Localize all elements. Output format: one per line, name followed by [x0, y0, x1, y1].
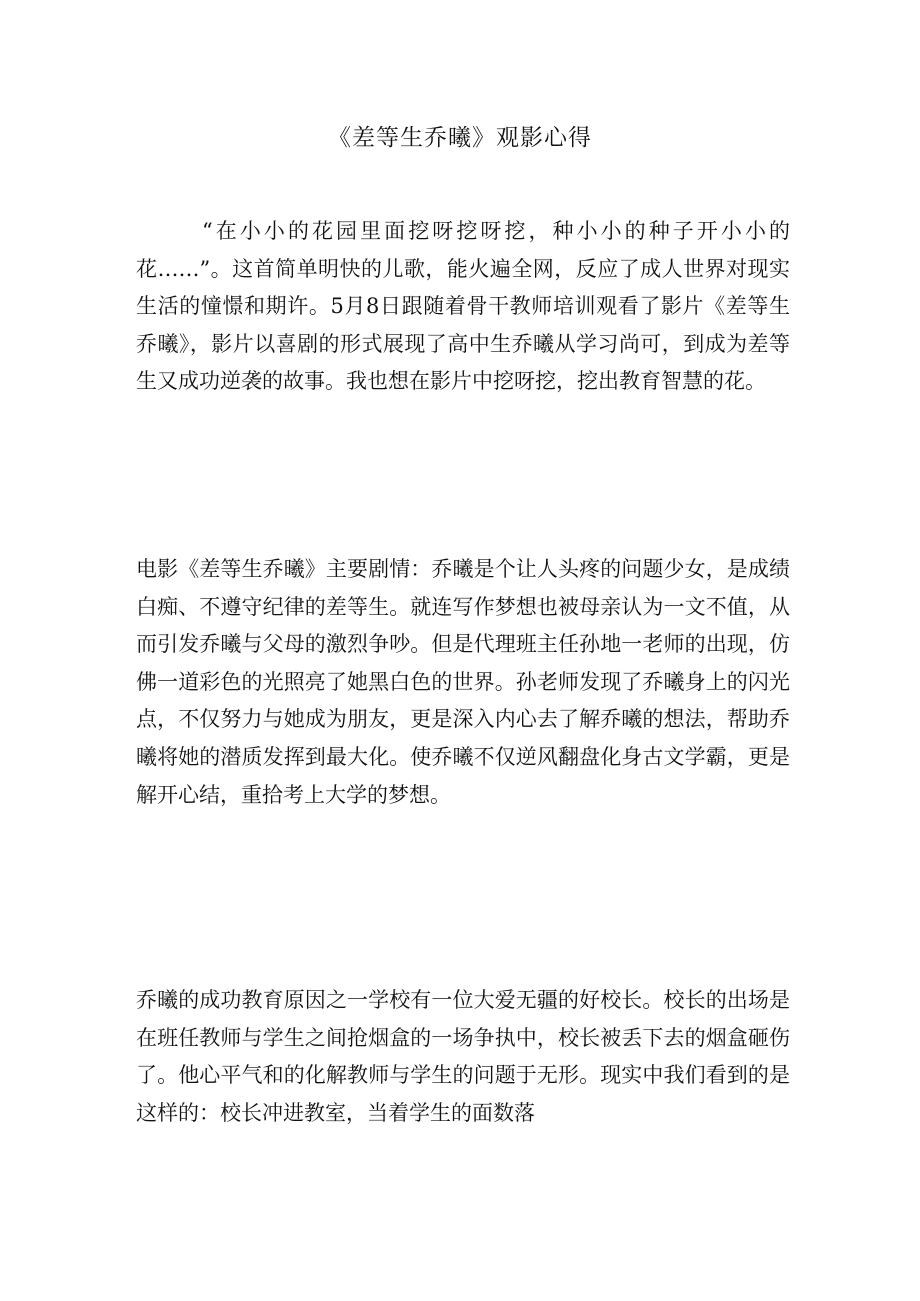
paragraph-plot: 电影《差等生乔曦》主要剧情：乔曦是个让人头疼的问题少女，是成绩白痴、不遵守纪律的差等生。就连写作梦想也被母亲认为一文不值，从而引发乔曦与父母的激烈争吵。但是代理班主任孙地一老师的出现，仿佛一道彩色的光照亮了她黑白色的世界。孙老师发现了乔曦身上的闪光点，不仅努力与她成为朋友，更是深入内心去了解乔曦的想法，帮助乔曦将她的潜质发挥到最大化。使乔曦不仅逆风翻盘化身古文学霸，更是解开心结，重拾考上大学的梦想。 [136, 557, 790, 807]
document-title: 《差等生乔曦》观影心得 [328, 125, 592, 151]
paragraph-principal: 乔曦的成功教育原因之一学校有一位大爱无疆的好校长。校长的出场是在班任教师与学生之间抢烟盒的一场争执中，校长被丢下去的烟盒砸伤了。他心平气和的化解教师与学生的问题于无形。现实中我们看到的是这样的：校长冲进教室，当着学生的面数落 [136, 988, 790, 1125]
paragraph-intro: “在小小的花园里面挖呀挖呀挖，种小小的种子开小小的花……”。这首简单明快的儿歌，能火遍全网，反应了成人世界对现实生活的憧憬和期许。5月8日跟随着骨干教师培训观看了影片《差等生乔曦》，影片以喜剧的形式展现了高中生乔曦从学习尚可，到成为差等生又成功逆袭的故事。我也想在影片中挖呀挖，挖出教育智慧的花。 [136, 219, 790, 394]
